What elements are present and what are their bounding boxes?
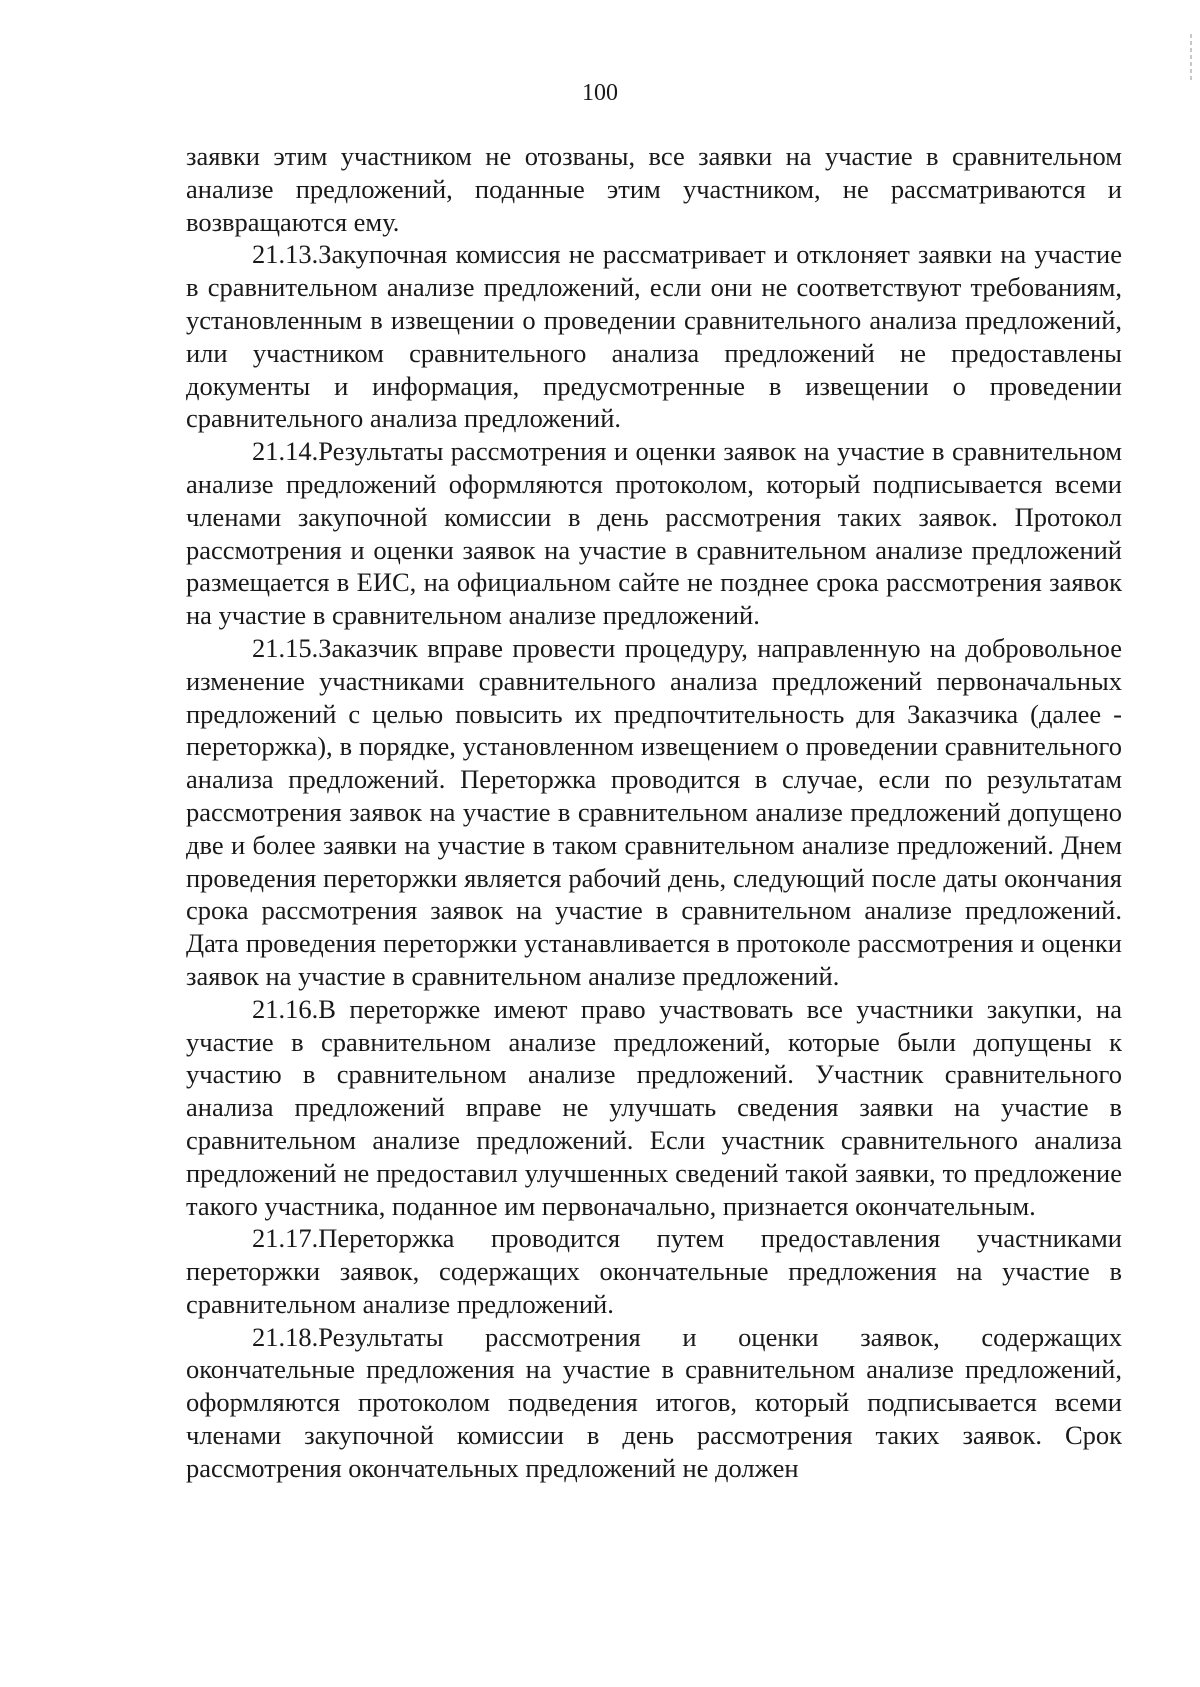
document-body	[186, 140, 1122, 1485]
scan-edge-mark	[1190, 34, 1192, 80]
paragraph-21-15: 21.15.Заказчик вправе провести процедуру, направленную на добровольное изменение участниками сравнительного анализа предложений первоначальных предложений с целью повысить их предпочтительность для Заказчика (далее - переторжка), в порядке, установленном извещением о проведении сравнительного анализа предложений. Переторжка проводится в случае, если по результатам рассмотрения заявок на участие в сравнительном анализе предложений допущено две и более заявки на участие в таком сравнительном анализе предложений. Днем проведения переторжки является рабочий день, следующий после даты окончания срока рассмотрения заявок на участие в сравнительном анализе предложений. Дата проведения переторжки устанавливается в протоколе рассмотрения и оценки заявок на участие в сравнительном анализе предложений.	[186, 632, 1122, 991]
paragraph-21-14: 21.14.Результаты рассмотрения и оценки заявок на участие в сравнительном анализе предложений оформляются протоколом, который подписывается всеми членами закупочной комиссии в день рассмотрения таких заявок. Протокол рассмотрения и оценки заявок на участие в сравнительном анализе предложений размещается в ЕИС, на официальном сайте не позднее срока рассмотрения заявок на участие в сравнительном анализе предложений.	[186, 436, 1122, 631]
paragraph-21-16: 21.16.В переторжке имеют право участвовать все участники закупки, на участие в сравнительном анализе предложений, которые были допущены к участию в сравнительном анализе предложений. Участник сравнительного анализа предложений вправе не улучшать сведения заявки на участие в сравнительном анализе предложений. Если участник сравнительного анализа предложений не предоставил улучшенных сведений такой заявки, то предложение такого участника, поданное им первоначально, признается окончательным.	[186, 993, 1122, 1221]
page-number: 100	[582, 80, 618, 106]
paragraph-continuation: заявки этим участником не отозваны, все заявки на участие в сравнительном анализе предложений, поданные этим участником, не рассматриваются и возвращаются ему.	[186, 141, 1122, 237]
paragraph-21-18: 21.18.Результаты рассмотрения и оценки заявок, содержащих окончательные предложения на участие в сравнительном анализе предложений, оформляются протоколом подведения итогов, который подписывается всеми членами закупочной комиссии в день рассмотрения таких заявок. Срок рассмотрения окончательных предложений не должен	[186, 1321, 1122, 1483]
paragraph-21-13: 21.13.Закупочная комиссия не рассматривает и отклоняет заявки на участие в сравнительном анализе предложений, если они не соответствуют требованиям, установленным в извещении о проведении сравнительного анализа предложений, или участником сравнительного анализа предложений не предоставлены документы и информация, предусмотренные в извещении о проведении сравнительного анализа предложений.	[186, 239, 1122, 434]
paragraph-21-17: 21.17.Переторжка проводится путем предоставления участниками переторжки заявок, содержащих окончательные предложения на участие в сравнительном анализе предложений.	[186, 1223, 1122, 1319]
